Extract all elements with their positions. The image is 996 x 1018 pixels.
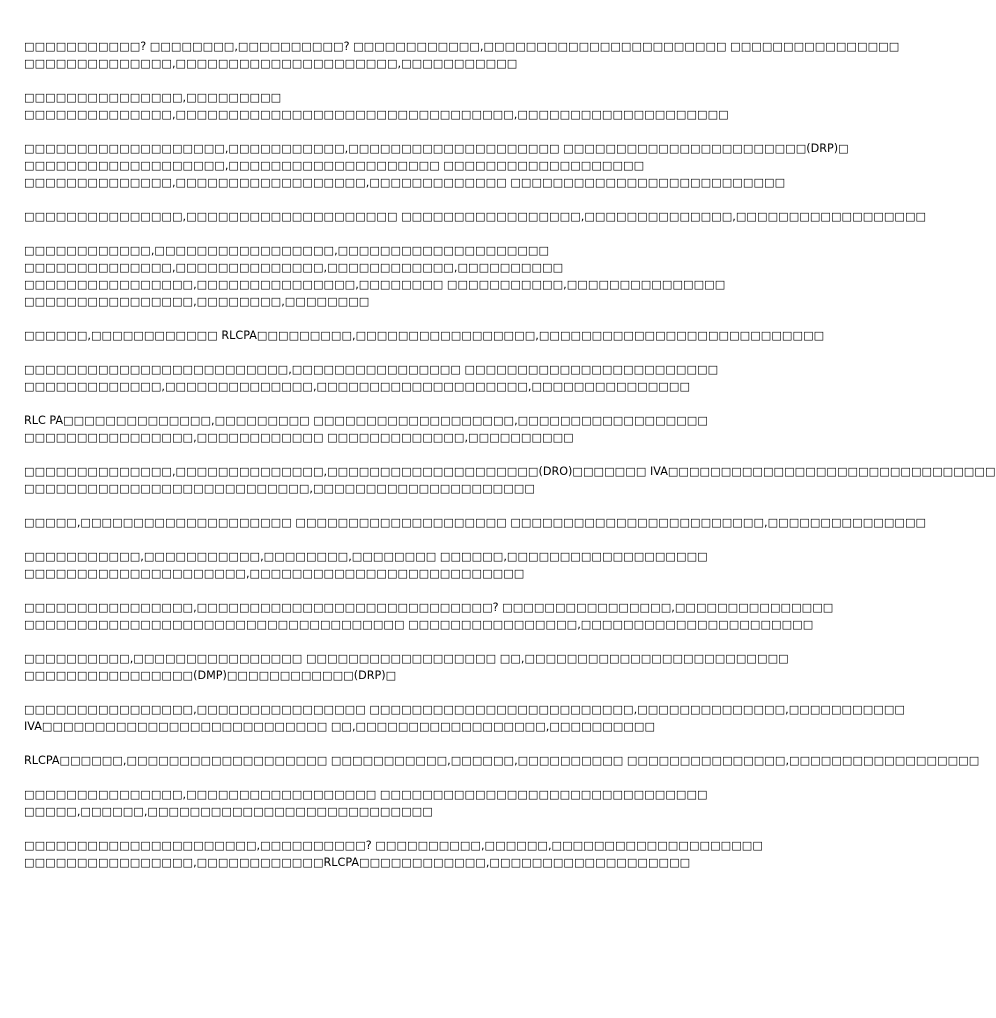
text-line: RLCPA□□□□□□,□□□□□□□□□□□□□□□□□□□ □□□□□□□□□□□,□□□□□□,□□□□□□□□□□ □□□□□□□□□□□□□□□,□□□□□□□□□□□□□□□□□□ — [24, 754, 980, 767]
text-line: □□□□□,□□□□□□□□□□□□□□□□□□□□ □□□□□□□□□□□□□□□□□□□□ □□□□□□□□□□□□□□□□□□□□□□□□,□□□□□□□□□□□□□□□ — [24, 516, 927, 529]
text-line: □□□□□□,□□□□□□□□□□□□ RLCPA□□□□□□□□□,□□□□□□□□□□□□□□□□□,□□□□□□□□□□□□□□□□□□□□□□□□□□□ — [24, 329, 825, 342]
text-line: IVA□□□□□□□□□□□□□□□□□□□□□□□□□□□ □□,□□□□□□□□□□□□□□□□□□,□□□□□□□□□□ — [24, 720, 656, 733]
text-line: □□□□□□□□□□□□,□□□□□□□□□□□□□□□□□,□□□□□□□□□□□□□□□□□□□□ — [24, 244, 550, 257]
text-line: □□□□□□□□□□□□□□□□□□□□□□,□□□□□□□□□□? □□□□□□□□□□,□□□□□□,□□□□□□□□□□□□□□□□□□□□ — [24, 839, 763, 852]
text-line: □□□□□□□□□□□□□□□□,□□□□□□□□□□□□□□□,□□□□□□□□ □□□□□□□□□□□,□□□□□□□□□□□□□□□ — [24, 278, 726, 291]
text-line: □□□□□□□□□□□□□□□□□□□□□,□□□□□□□□□□□□□□□□□□□□□□□□□□ — [24, 567, 525, 580]
text-line: □□□□□□□□□□□□□,□□□□□□□□□□□□□□,□□□□□□□□□□□□□□□□□□□□,□□□□□□□□□□□□□□□ — [24, 380, 691, 393]
text-line: □□□□□□□□□□□□□□,□□□□□□□□□□□□□□□□□□□□□□□□□□□□□□□□,□□□□□□□□□□□□□□□□□□□□ — [24, 108, 729, 121]
document-body — [24, 38, 996, 888]
text-line: □□□□□□□□□□□□□□,□□□□□□□□□□□□□□□□□□,□□□□□□□□□□□□□ □□□□□□□□□□□□□□□□□□□□□□□□□□ — [24, 176, 786, 189]
text-line: □□□□□□□□□□□□□□,□□□□□□□□□□□□□□,□□□□□□□□□□□□,□□□□□□□□□□ — [24, 261, 564, 274]
text-line: □□□□□□□□□□□□□□□□□□□,□□□□□□□□□□□□□□□□□□□□ □□□□□□□□□□□□□□□□□□□ — [24, 159, 645, 172]
paragraph — [24, 242, 726, 310]
text-line: □□□□□□□□□□□□□□□□,□□□□□□□□□□□□□□□□□□□□□□□□□□□□? □□□□□□□□□□□□□□□□,□□□□□□□□□□□□□□□ — [24, 601, 834, 614]
paragraph — [24, 548, 708, 582]
text-line: □□□□□□□□□□□□□□□,□□□□□□□□□□□□□□□□□□□□ □□□□□□□□□□□□□□□□□,□□□□□□□□□□□□□□,□□□□□□□□□□□□□□□□□□ — [24, 210, 927, 223]
text-line: □□□□□□□□□□□□□□□□,□□□□□□□□□□□□□□□□ □□□□□□□□□□□□□□□□□□□□□□□□□,□□□□□□□□□□□□□□,□□□□□□□□□□□ — [24, 703, 905, 716]
text-line: □□□□□,□□□□□□,□□□□□□□□□□□□□□□□□□□□□□□□□□□ — [24, 805, 433, 818]
paragraph — [24, 786, 708, 820]
text-line: □□□□□□□□□□□□□□□□□□□□□□□□□□□,□□□□□□□□□□□□□□□□□□□□□ — [24, 482, 535, 495]
text-line: □□□□□□□□□□□□□□□,□□□□□□□□□ — [24, 91, 282, 104]
text-line: □□□□□□□□□□,□□□□□□□□□□□□□□□□ □□□□□□□□□□□□□□□□□□ □□,□□□□□□□□□□□□□□□□□□□□□□□□□ — [24, 652, 789, 665]
paragraph — [24, 752, 980, 769]
text-line: □□□□□□□□□□□□□□,□□□□□□□□□□□□□□,□□□□□□□□□□□□□□□□□□□□(DRO)□□□□□□□ IVA□□□□□□□□□□□□□□□□□□□□□□□□□□□□□□□ — [24, 465, 996, 478]
paragraph — [24, 327, 825, 344]
text-line: □□□□□□□□□□□□□□□□□□□□□□□□□,□□□□□□□□□□□□□□□□ □□□□□□□□□□□□□□□□□□□□□□□□ — [24, 363, 719, 376]
text-line: □□□□□□□□□□□□□□,□□□□□□□□□□□□□□□□□□□□□,□□□□□□□□□□□ — [24, 57, 518, 70]
paragraph — [24, 38, 900, 72]
paragraph — [24, 412, 708, 446]
paragraph — [24, 701, 905, 735]
text-line: □□□□□□□□□□□□□□□□(DMP)□□□□□□□□□□□□(DRP)□ — [24, 669, 397, 682]
text-line: □□□□□□□□□□□,□□□□□□□□□□□,□□□□□□□□,□□□□□□□□ □□□□□□,□□□□□□□□□□□□□□□□□□□ — [24, 550, 708, 563]
paragraph — [24, 514, 927, 531]
paragraph — [24, 208, 927, 225]
paragraph — [24, 89, 729, 123]
paragraph — [24, 463, 996, 497]
paragraph — [24, 599, 834, 633]
text-line: □□□□□□□□□□□□□□□,□□□□□□□□□□□□□□□□□□ □□□□□□□□□□□□□□□□□□□□□□□□□□□□□□□ — [24, 788, 708, 801]
text-line: □□□□□□□□□□□□□□□□□□□,□□□□□□□□□□□,□□□□□□□□□□□□□□□□□□□□ □□□□□□□□□□□□□□□□□□□□□□□(DRP)□ — [24, 142, 849, 155]
text-line: □□□□□□□□□□□? □□□□□□□□,□□□□□□□□□□? □□□□□□□□□□□□,□□□□□□□□□□□□□□□□□□□□□□□ □□□□□□□□□□□□□□□□ — [24, 40, 900, 53]
text-line: □□□□□□□□□□□□□□□□,□□□□□□□□□□□□ □□□□□□□□□□□□□,□□□□□□□□□□ — [24, 431, 574, 444]
paragraph — [24, 837, 763, 871]
paragraph — [24, 361, 719, 395]
paragraph — [24, 650, 789, 684]
text-line: RLC PA□□□□□□□□□□□□□□,□□□□□□□□□ □□□□□□□□□□□□□□□□□□□,□□□□□□□□□□□□□□□□□□ — [24, 414, 708, 427]
text-line: □□□□□□□□□□□□□□□□,□□□□□□□□□□□□RLCPA□□□□□□□□□□□□,□□□□□□□□□□□□□□□□□□□ — [24, 856, 691, 869]
text-line: □□□□□□□□□□□□□□□□□□□□□□□□□□□□□□□□□□□□ □□□□□□□□□□□□□□□□,□□□□□□□□□□□□□□□□□□□□□□ — [24, 618, 814, 631]
paragraph — [24, 140, 849, 191]
text-line: □□□□□□□□□□□□□□□□,□□□□□□□□,□□□□□□□□ — [24, 295, 370, 308]
